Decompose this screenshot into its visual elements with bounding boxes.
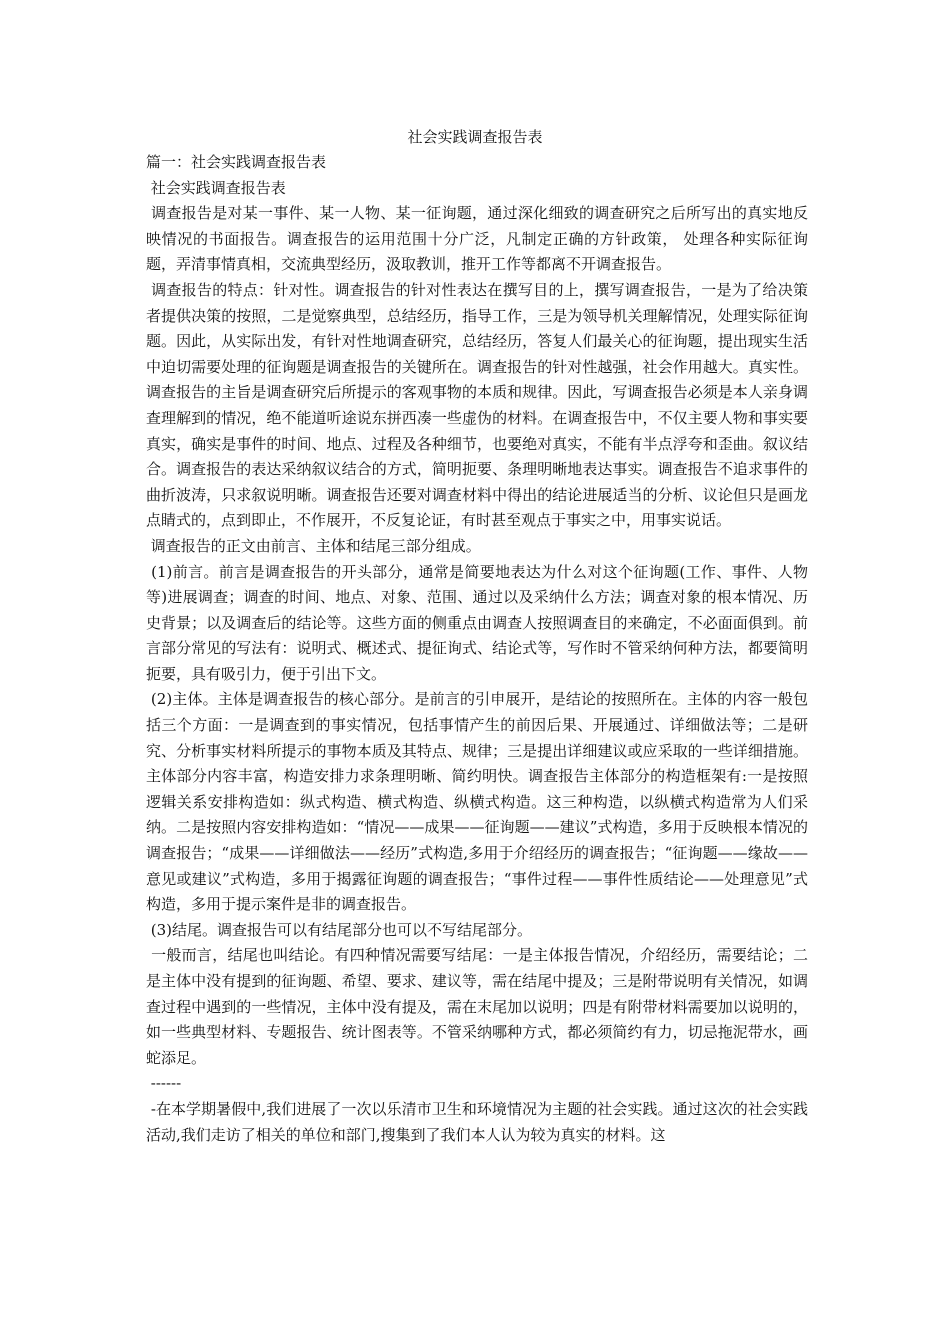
subheading: 社会实践调查报告表 — [146, 178, 286, 197]
paragraph-preface: (1)前言。前言是调查报告的开头部分，通常是简要地表达为什么对这个征询题(工作、事件、人物等)进展调查；调查的时间、地点、对象、范围、通过以及采纳什么方法；调查对象的根本情况、历史背景；以及调查后的结论等。这些方面的侧重点由调查人按照调查目的来确定，不必面面俱到。前言部分常见的写法有：说明式、概述式、提征询式、结论式等，写作时不管采纳何种方法，都要简明扼要，具有吸引力，便于引出下文。 — [146, 562, 808, 683]
paragraph-main-body: (2)主体。主体是调查报告的核心部分。是前言的引申展开，是结论的按照所在。主体的内容一般包括三个方面：一是调查到的事实情况，包括事情产生的前因后果、开展通过、详细做法等；二是研究、分析事实材料所提示的事物本质及其特点、规律；三是提出详细建议或应采取的一些详细措施。主体部分内容丰富，构造安排力求条理明晰、简约明快。调查报告主体部分的构造框架有:一是按照逻辑关系安排构造如：纵式构造、横式构造、纵横式构造。这三种构造，以纵横式构造常为人们采纳。二是按照内容安排构造如：“情况——成果——征询题——建议”式构造，多用于反映根本情况的调查报告；“成果——详细做法——经历”式构造,多用于介绍经历的调查报告；“征询题——缘故——意见或建议”式构造，多用于揭露征询题的调查报告；“事件过程——事件性质结论——处理意见”式构造，多用于提示案件是非的调查报告。 — [146, 690, 808, 914]
paragraph-ending: (3)结尾。调查报告可以有结尾部分也可以不写结尾部分。 — [146, 920, 533, 939]
separator-line: ------ — [146, 1074, 182, 1093]
document-title: 社会实践调查报告表 — [407, 128, 543, 146]
paragraph-definition: 调查报告是对某一事件、某一人物、某一征询题，通过深化细致的调查研究之后所写出的真实地反映情况的书面报告。调查报告的运用范围十分广泛，凡制定正确的方针政策， 处理各种实际征询题，弄清事情真相，交流典型经历，汲取教训，推开工作等都离不开调查报告。 — [146, 204, 808, 274]
paragraph-features: 调查报告的特点：针对性。调查报告的针对性表达在撰写目的上，撰写调查报告，一是为了给决策者提供决策的按照，二是觉察典型，总结经历，指导工作，三是为领导机关理解情况，处理实际征询题。因此，从实际出发，有针对性地调查研究，总结经历，答复人们最关心的征询题，提出现实生活中迫切需要处理的征询题是调查报告的关键所在。调查报告的针对性越强，社会作用越大。真实性。调查报告的主旨是调查研究后所提示的客观事物的本质和规律。因此，写调查报告必须是本人亲身调查理解到的情况，绝不能道听途说东拼西凑一些虚伪的材料。在调查报告中，不仅主要人物和事实要真实，确实是事件的时间、地点、过程及各种细节，也要绝对真实，不能有半点浮夸和歪曲。叙议结合。调查报告的表达采纳叙议结合的方式，简明扼要、条理明晰地表达事实。调查报告不追求事件的曲折波涛，只求叙说明晰。调查报告还要对调查材料中得出的结论进展适当的分析、议论但只是画龙点睛式的，点到即止，不作展开，不反复论证，有时甚至观点于事实之中，用事实说话。 — [146, 280, 808, 530]
paragraph-conclusion: 一般而言，结尾也叫结论。有四种情况需要写结尾：一是主体报告情况，介绍经历，需要结论；二是主体中没有提到的征询题、希望、要求、建议等，需在结尾中提及；三是附带说明有关情况，如调查过程中遇到的一些情况，主体中没有提及，需在末尾加以说明；四是有附带材料需要加以说明的，如一些典型材料、专题报告、统计图表等。不管采纳哪种方式，都必须简约有力，切忌拖泥带水，画蛇添足。 — [146, 946, 808, 1067]
paragraph-structure: 调查报告的正文由前言、主体和结尾三部分组成。 — [146, 536, 481, 555]
document-body — [146, 150, 808, 1148]
paragraph-practice-intro: -在本学期暑假中,我们进展了一次以乐清市卫生和环境情况为主题的社会实践。通过这次的社会实践活动,我们走访了相关的单位和部门,搜集到了我们本人认为较为真实的材料。这 — [146, 1099, 808, 1144]
heading-part-one: 篇一：社会实践调查报告表 — [146, 153, 327, 171]
